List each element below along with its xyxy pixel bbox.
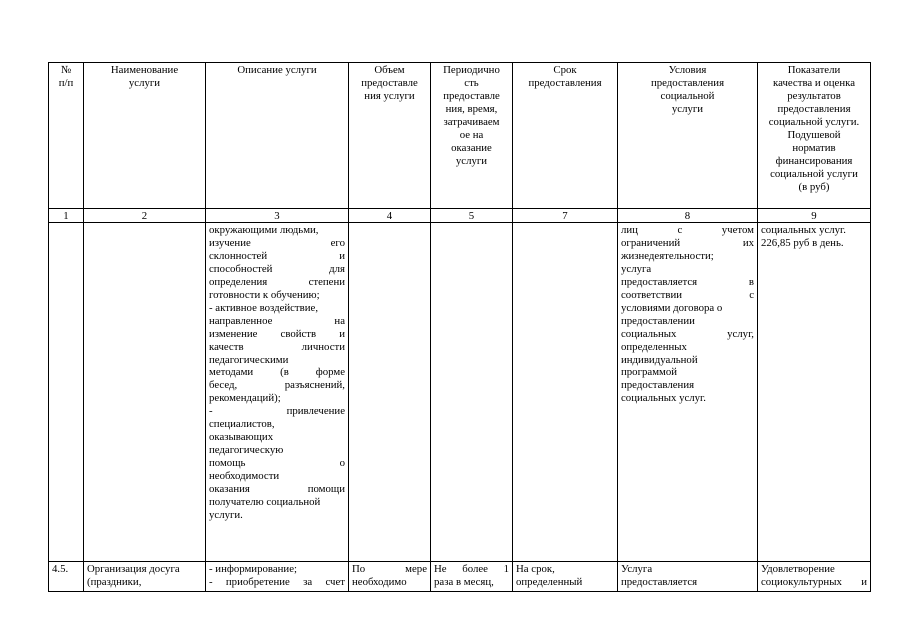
cell-text-line: (праздники, — [87, 575, 142, 588]
cell-text-line: - привлечение — [209, 405, 345, 418]
cell-service-volume — [349, 562, 431, 592]
column-number: 2 — [84, 209, 206, 223]
cell-text-line: предоставления — [528, 76, 602, 89]
cell-service-description — [206, 223, 349, 562]
cell-text-line: социальной услуги. — [768, 115, 860, 128]
header-term — [513, 63, 618, 209]
column-number: 9 — [758, 209, 871, 223]
cell-text-line: предоставления — [777, 102, 851, 115]
cell-number — [49, 223, 84, 562]
cell-text-line: Организация досуга — [87, 563, 180, 575]
cell-text-line: Показатели — [787, 64, 841, 76]
header-quality-indicators — [758, 63, 871, 209]
cell-text-line: склонностей и — [209, 249, 345, 262]
cell-text-line: лиц с учетом — [621, 224, 754, 236]
cell-text-line: - информирование; — [209, 563, 297, 575]
cell-text-line: предоставляется — [621, 575, 698, 588]
column-number: 1 — [49, 209, 84, 223]
cell-service-name — [84, 223, 206, 562]
social-services-table — [48, 62, 871, 592]
cell-text-line: помощь о — [209, 457, 345, 470]
cell-text-line: бесед, разъяснений, — [209, 379, 345, 392]
cell-text-line: социокультурных и — [761, 575, 867, 588]
cell-text-line: (в руб) — [798, 180, 830, 193]
cell-text-line: норматив — [792, 141, 836, 154]
cell-text-line: предоставления — [621, 379, 695, 392]
cell-text-line: получателю социальной — [209, 496, 321, 509]
cell-text-line: условиями договора о — [621, 301, 723, 314]
cell-service-volume — [349, 223, 431, 562]
cell-term — [513, 223, 618, 562]
cell-text-line: социальных услуг. — [621, 392, 706, 405]
cell-text-line: специалистов, — [209, 418, 275, 431]
cell-conditions — [618, 562, 758, 592]
column-number: 8 — [618, 209, 758, 223]
cell-text-line: услуги — [455, 154, 488, 167]
header-periodicity — [431, 63, 513, 209]
cell-text-line: Объем — [374, 64, 405, 76]
cell-text-line: результатов — [787, 89, 841, 102]
cell-text-line: Наименование — [110, 64, 179, 76]
cell-text-line: Удовлетворение — [761, 563, 835, 575]
cell-number: 4.5. — [49, 562, 84, 592]
cell-text-line: окружающими людьми, — [209, 224, 319, 236]
cell-text-line: индивидуальной — [621, 353, 698, 366]
cell-text-line: ния, время, — [445, 102, 498, 115]
header-number — [49, 63, 84, 209]
cell-text-line: социальной услуги — [770, 167, 858, 180]
cell-text-line: качеств личности — [209, 340, 345, 353]
cell-conditions — [618, 223, 758, 562]
cell-text-line: ое на — [459, 128, 484, 141]
cell-text-line: социальной — [660, 89, 715, 102]
cell-text-line: изучение его — [209, 236, 345, 249]
cell-text-line: рекомендаций); — [209, 392, 281, 405]
cell-text-line: методами (в форме — [209, 366, 345, 379]
cell-text-line: направленное на — [209, 314, 345, 327]
header-service-name — [84, 63, 206, 209]
cell-text-line: педагогическими — [209, 353, 289, 366]
cell-text-line: оказывающих — [209, 431, 274, 444]
cell-text-line: Периодично — [443, 64, 500, 76]
cell-text-line: Срок — [553, 64, 577, 76]
cell-text-line: оказание — [451, 141, 492, 154]
cell-text-line: необходимо — [352, 575, 407, 588]
cell-service-name — [84, 562, 206, 592]
cell-text-line: оказания помощи — [209, 483, 345, 496]
cell-text-line: Описание услуги — [237, 64, 317, 76]
cell-text-line: - приобретение за счет — [209, 575, 345, 588]
cell-text-line: По мере — [352, 563, 427, 575]
cell-text-line: социальных услуг. — [761, 224, 846, 236]
cell-text-line: соответствии с — [621, 288, 754, 301]
cell-text-line: определенных — [621, 340, 687, 353]
cell-text-line: необходимости — [209, 470, 280, 483]
cell-text-line: определенный — [516, 575, 583, 588]
cell-text-line: предоставлении — [621, 314, 695, 327]
cell-text-line: услуги — [128, 76, 161, 89]
table-row-continued — [49, 223, 871, 562]
cell-text-line: услуги. — [209, 508, 243, 521]
cell-text-line: услуга — [621, 262, 652, 275]
column-number: 7 — [513, 209, 618, 223]
cell-periodicity — [431, 562, 513, 592]
cell-quality-indicators — [758, 562, 871, 592]
cell-text-line: готовности к обучению; — [209, 288, 320, 301]
cell-text-line: № — [60, 64, 72, 76]
cell-text-line: качества и оценка — [773, 76, 855, 89]
cell-text-line: предоставления — [650, 76, 725, 89]
cell-text-line: Услуга — [621, 563, 653, 575]
cell-text-line: затрачиваем — [443, 115, 500, 128]
cell-periodicity — [431, 223, 513, 562]
cell-text-line: изменение свойств и — [209, 327, 345, 340]
cell-text-line: предоставле — [361, 76, 418, 89]
header-service-volume — [349, 63, 431, 209]
cell-text-line: способностей для — [209, 262, 345, 275]
cell-text-line: ограничений их — [621, 236, 754, 249]
cell-service-description — [206, 562, 349, 592]
header-conditions — [618, 63, 758, 209]
header-service-description — [206, 63, 349, 209]
cell-text-line: педагогическую — [209, 444, 284, 457]
cell-text-line: социальных услуг, — [621, 327, 754, 340]
column-number: 5 — [431, 209, 513, 223]
column-number-row — [49, 209, 871, 223]
cell-text-line: На срок, — [516, 563, 555, 575]
header-row — [49, 63, 871, 209]
table-row-4-5 — [49, 562, 871, 592]
cell-text-line: финансирования — [775, 154, 853, 167]
cell-text-line: Подушевой — [787, 128, 841, 141]
cell-text-line: жизнедеятельности; — [621, 249, 714, 262]
cell-term — [513, 562, 618, 592]
cell-text-line: ния услуги — [364, 89, 415, 102]
cell-text-line: 226,85 руб в день. — [761, 236, 844, 249]
cell-text-line: программой — [621, 366, 678, 379]
cell-text-line: Не более 1 — [434, 563, 509, 575]
cell-text-line: - активное воздействие, — [209, 301, 319, 314]
cell-text-line: предоставляется в — [621, 275, 754, 288]
cell-text-line: предоставле — [443, 89, 500, 102]
column-number: 3 — [206, 209, 349, 223]
cell-text-line: сть — [464, 76, 479, 89]
cell-text-line: Условия — [668, 64, 707, 76]
column-number: 4 — [349, 209, 431, 223]
cell-text-line: раза в месяц, — [434, 575, 494, 588]
cell-text-line: п/п — [58, 76, 74, 89]
cell-quality-indicators — [758, 223, 871, 562]
cell-text-line: определения степени — [209, 275, 345, 288]
cell-text-line: услуги — [671, 102, 704, 115]
